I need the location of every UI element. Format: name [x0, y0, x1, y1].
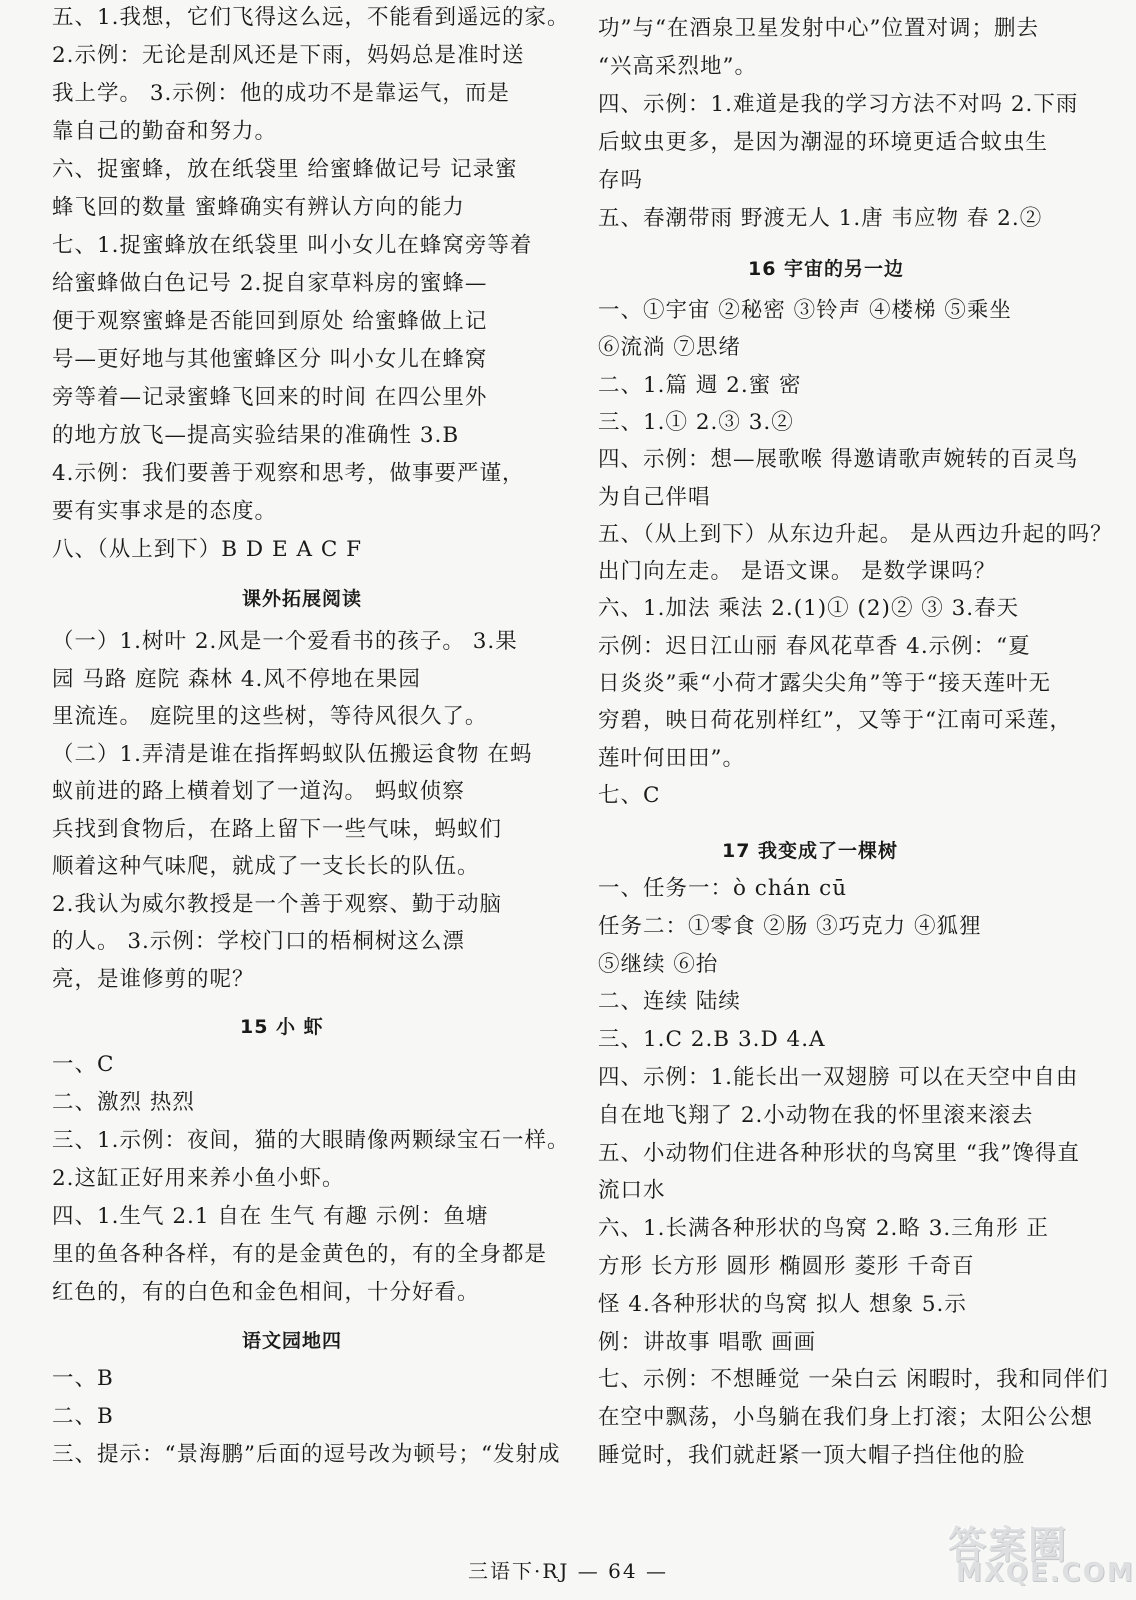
answer-line: 五、春潮带雨 野渡无人 1.唐 韦应物 春 2.② — [598, 206, 1043, 231]
answer-line: 四、示例：1.能长出一双翅膀 可以在天空中自由 — [598, 1065, 1079, 1090]
answer-line: 一、C — [52, 1052, 115, 1077]
answer-line: ⑥流淌 ⑦思绪 — [598, 335, 741, 361]
answer-line: 三、1.① 2.③ 3.② — [598, 409, 794, 435]
answer-line: 五、1.我想，它们飞得这么远，不能看到遥远的家。 — [52, 5, 570, 30]
answer-line: 的地方放飞—提高实验结果的准确性 3.B — [52, 423, 460, 448]
answer-line: 兵找到食物后，在路上留下一些气味，蚂蚁们 — [52, 816, 503, 842]
answer-line: 示例：迟日江山丽 春风花草香 4.示例：“夏 — [598, 633, 1031, 659]
section-title-lesson-17: 17 我变成了一棵树 — [722, 840, 899, 862]
answer-line: 莲叶何田田”。 — [598, 745, 745, 771]
answer-line: 园 马路 庭院 森林 4.风不停地在果园 — [52, 666, 421, 692]
answer-line: 2.这缸正好用来养小鱼小虾。 — [52, 1166, 345, 1191]
answer-line: 一、任务一：ò chán cū — [598, 876, 848, 901]
answer-line: 任务二：①零食 ②肠 ③巧克力 ④狐狸 — [598, 913, 982, 939]
answer-line: 靠自己的勤奋和努力。 — [52, 119, 278, 144]
section-title-extended-reading: 课外拓展阅读 — [242, 588, 363, 610]
answer-line: 六、1.长满各种形状的鸟窝 2.略 3.三角形 正 — [598, 1216, 1050, 1242]
answer-line: 一、①宇宙 ②秘密 ③铃声 ④楼梯 ⑤乘坐 — [598, 298, 1012, 323]
answer-line: 七、C — [598, 782, 661, 808]
watermark-logo — [948, 1514, 1135, 1592]
answer-line: 要有实事求是的态度。 — [52, 499, 278, 524]
answer-line: 四、示例：1.难道是我的学习方法不对吗 2.下雨 — [598, 92, 1079, 117]
answer-line: 穷碧，映日荷花别样红”，又等于“江南可采莲， — [598, 708, 1072, 734]
answer-line: 一、B — [52, 1366, 114, 1391]
answer-line: 例：讲故事 唱歌 画画 — [598, 1329, 817, 1355]
answer-line: ⑤继续 ⑥抬 — [598, 951, 719, 977]
answer-line: 红色的，有的白色和金色相间，十分好看。 — [52, 1280, 480, 1305]
answer-line: 流口水 — [598, 1178, 666, 1204]
watermark-site-text: MXQE.COM — [956, 1558, 1135, 1588]
answer-line: （二）1.弄清是谁在指挥蚂蚁队伍搬运食物 在蚂 — [52, 741, 533, 767]
answer-line: 睡觉时，我们就赶紧一顶大帽子挡住他的脸 — [598, 1443, 1026, 1468]
answer-line: 给蜜蜂做白色记号 2.捉自家草料房的蜜蜂— — [52, 271, 488, 296]
answer-line: 三、1.C 2.B 3.D 4.A — [598, 1027, 826, 1053]
answer-line: 四、1.生气 2.1 自在 生气 有趣 示例：鱼塘 — [52, 1204, 489, 1229]
answer-line: 五、（从上到下）从东边升起。 是从西边升起的吗？ — [598, 521, 1113, 547]
answer-line: 二、激烈 热烈 — [52, 1090, 195, 1115]
answer-line: 的人。 3.示例：学校门口的梧桐树这么漂 — [52, 929, 465, 954]
answer-line: 六、捉蜜蜂，放在纸袋里 给蜜蜂做记号 记录蜜 — [52, 157, 518, 182]
answer-line: “兴高采烈地”。 — [598, 54, 757, 79]
answer-line: 三、提示：“景海鹏”后面的逗号改为顿号；“发射成 — [52, 1442, 561, 1467]
answer-line: 日炎炎”乘“小荷才露尖尖角”等于“接天莲叶无 — [598, 671, 1051, 696]
answer-line: 自在地飞翔了 2.小动物在我的怀里滚来滚去 — [598, 1102, 1034, 1128]
answer-line: 2.示例：无论是刮风还是下雨，妈妈总是准时送 — [52, 43, 525, 68]
answer-line: 方形 长方形 圆形 椭圆形 菱形 千奇百 — [598, 1254, 975, 1279]
answer-line: 里流连。 庭院里的这些树，等待风很久了。 — [52, 704, 488, 729]
answer-line: 蜂飞回的数量 蜜蜂确实有辨认方向的能力 — [52, 195, 465, 220]
answer-line: 六、1.加法 乘法 2.(1)① (2)② ③ 3.春天 — [598, 596, 1020, 622]
answer-line: 我上学。 3.示例：他的成功不是靠运气，而是 — [52, 81, 510, 106]
answer-line: 五、小动物们住进各种形状的鸟窝里 “我”馋得直 — [598, 1140, 1080, 1166]
answer-line: 四、示例：想—展歌喉 得邀请歌声婉转的百灵鸟 — [598, 447, 1079, 473]
answer-line: 功”与“在酒泉卫星发射中心”位置对调；删去 — [598, 16, 1039, 41]
answer-line: 七、1.捉蜜蜂放在纸袋里 叫小女儿在蜂窝旁等着 — [52, 233, 533, 258]
answer-line: 里的鱼各种各样，有的是金黄色的，有的全身都是 — [52, 1242, 548, 1267]
answer-line: 二、连续 陆续 — [598, 989, 741, 1015]
answer-line: 二、1.篇 週 2.蜜 密 — [598, 372, 802, 398]
answer-line: 后蚊虫更多，是因为潮湿的环境更适合蚊虫生 — [598, 130, 1049, 155]
answer-line: 4.示例：我们要善于观察和思考，做事要严谨， — [52, 461, 525, 486]
answer-line: 2.我认为威尔教授是一个善于观察、勤于动脑 — [52, 891, 503, 917]
answer-line: 亮，是谁修剪的呢？ — [52, 966, 255, 992]
answer-line: 七、示例：不想睡觉 一朵白云 闲暇时，我和同伴们 — [598, 1367, 1109, 1393]
answer-line: 在空中飘荡，小鸟躺在我们身上打滚；太阳公公想 — [598, 1405, 1094, 1431]
answer-line: 号—更好地与其他蜜蜂区分 叫小女儿在蜂窝 — [52, 347, 488, 372]
answer-line: 蚁前进的路上横着划了一道沟。 蚂蚁侦察 — [52, 779, 465, 804]
answer-line: 为自己伴唱 — [598, 484, 711, 510]
page-footer: 三语下·RJ — 64 — — [468, 1559, 668, 1583]
answer-line: （一）1.树叶 2.风是一个爱看书的孩子。 3.果 — [52, 629, 518, 654]
answer-line: 怪 4.各种形状的鸟窝 拟人 想象 5.示 — [598, 1291, 967, 1317]
answer-line: 存吗 — [598, 168, 644, 193]
answer-line: 八、（从上到下）B D E A C F — [52, 537, 363, 562]
answer-line: 出门向左走。 是语文课。 是数学课吗？ — [598, 559, 997, 585]
section-title-lesson-16: 16 宇宙的另一边 — [748, 258, 905, 280]
answer-line: 顺着这种气味爬，就成了一支长长的队伍。 — [52, 854, 480, 879]
answer-line: 旁等着—记录蜜蜂飞回来的时间 在四公里外 — [52, 385, 488, 410]
watermark-logo-text: 答案圈 — [948, 1523, 1069, 1567]
answer-line: 二、B — [52, 1404, 114, 1429]
answer-line: 便于观察蜜蜂是否能回到原处 给蜜蜂做上记 — [52, 309, 488, 334]
section-title-chinese-garden-4: 语文园地四 — [242, 1330, 343, 1352]
section-title-lesson-15: 15 小 虾 — [240, 1016, 324, 1038]
answer-line: 三、1.示例：夜间，猫的大眼睛像两颗绿宝石一样。 — [52, 1128, 570, 1153]
